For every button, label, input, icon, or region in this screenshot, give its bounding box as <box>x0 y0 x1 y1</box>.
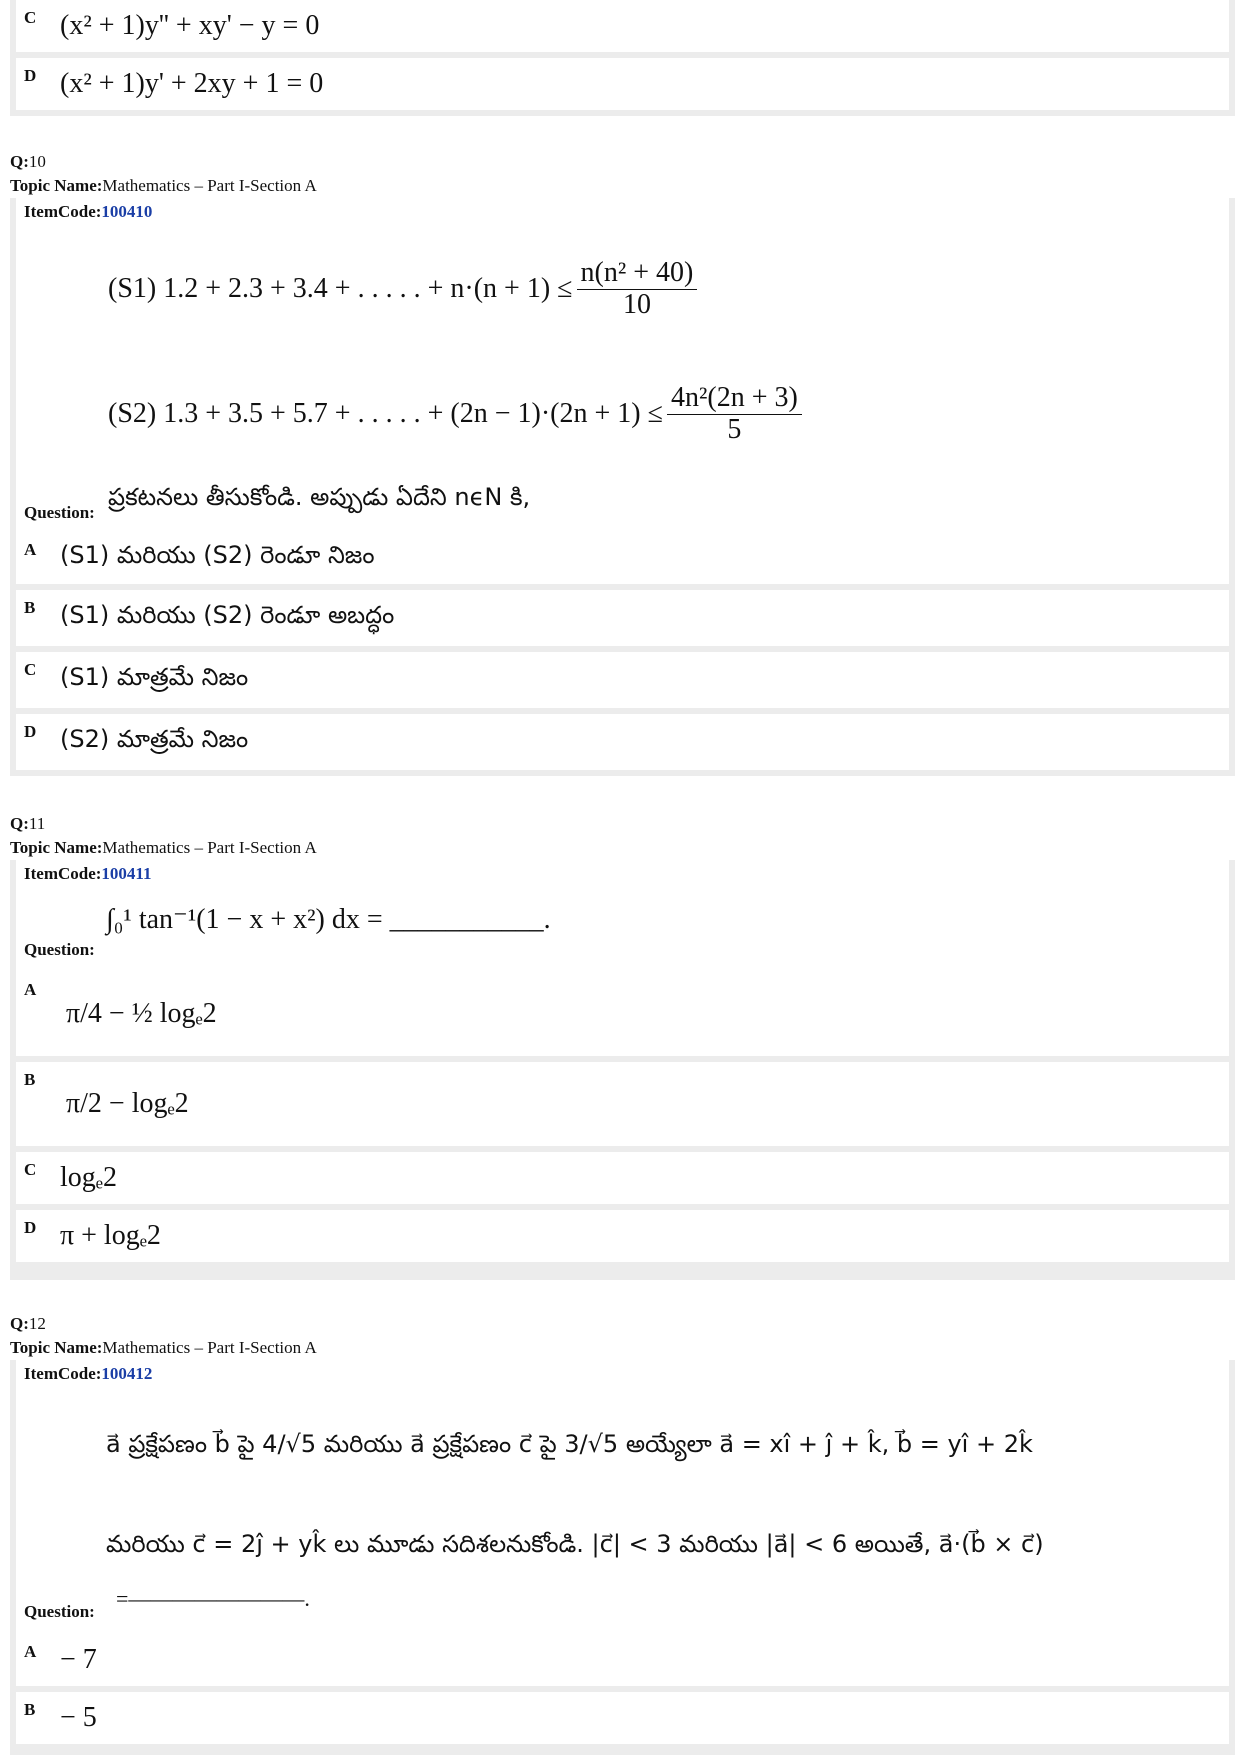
option-text: (S2) మాత్రమే నిజం <box>60 725 249 753</box>
topic-line: Topic Name:Mathematics – Part I-Section A <box>10 1338 317 1357</box>
option-row[interactable] <box>16 1210 1229 1268</box>
question-tail: =————————. <box>116 1586 310 1611</box>
statement-s2: (S2) 1.3 + 3.5 + 5.7 + . . . . . + (2n − 1)·(2n + 1) ≤ $\frac{\text{4n²(2n + 3)}}{5}$ <box>108 383 806 446</box>
option-letter: A <box>24 1642 37 1661</box>
option-text: (x² + 1)y'' + xy' − y = 0 <box>60 10 320 41</box>
question-block-10 <box>10 150 1235 776</box>
option-row[interactable] <box>16 590 1229 652</box>
option-letter: D <box>24 722 37 741</box>
item-code: ItemCode:100412 <box>24 1364 153 1383</box>
option-letter: B <box>24 1070 36 1089</box>
option-text: π + logₑ2 <box>60 1220 161 1251</box>
question-block-12 <box>10 1312 1235 1755</box>
option-row[interactable] <box>16 714 1229 776</box>
question-box <box>10 860 1235 1280</box>
topic-line: Topic Name:Mathematics – Part I-Section A <box>10 176 317 195</box>
question-label: Question: <box>24 940 95 959</box>
item-code: ItemCode:100411 <box>24 864 152 883</box>
option-text: π/2 − logₑ2 <box>66 1088 189 1119</box>
option-text: logₑ2 <box>60 1162 117 1193</box>
question-body <box>16 860 1229 972</box>
question-number: Q:12 <box>10 1314 46 1333</box>
question-text: ప్రకటనలు తీసుకోండి. అప్పుడు ఏదేని nϵN కి, <box>108 483 531 511</box>
question-label: Question: <box>24 1602 95 1621</box>
option-row[interactable] <box>16 1692 1229 1750</box>
question-box <box>10 198 1235 776</box>
option-row[interactable] <box>16 532 1229 590</box>
question-block-11 <box>10 812 1235 1280</box>
option-text: (S1) మరియు (S2) రెండూ నిజం <box>60 541 375 569</box>
option-row[interactable] <box>16 652 1229 714</box>
question-number: Q:11 <box>10 814 46 833</box>
option-letter: C <box>24 8 37 27</box>
option-row[interactable] <box>16 0 1229 58</box>
option-letter: D <box>24 1218 37 1237</box>
option-text: (S1) మరియు (S2) రెండూ అబద్ధం <box>60 601 395 629</box>
question-box <box>10 1360 1235 1755</box>
option-row[interactable] <box>16 58 1229 116</box>
question-body <box>16 1360 1229 1634</box>
statement-s1: (S1) 1.2 + 2.3 + 3.4 + . . . . . + n·(n + 1) ≤ $\frac{\text{n(n² + 40)}}{10}$ <box>108 258 701 321</box>
question-line-2: మరియు c⃗ = 2ĵ + yk̂ లు మూడు సదిశలనుకోండి. |c⃗| < 3 మరియు |a⃗| < 6 అయితే, a⃗·(b⃗ × c⃗) <box>106 1530 1044 1558</box>
option-letter: A <box>24 540 37 559</box>
option-row[interactable] <box>16 1062 1229 1152</box>
option-letter: C <box>24 660 37 679</box>
option-text: − 5 <box>60 1702 97 1733</box>
option-row[interactable] <box>16 1152 1229 1210</box>
option-row[interactable] <box>16 972 1229 1062</box>
option-text: π/4 − ½ logₑ2 <box>66 998 217 1029</box>
question-number: Q:10 <box>10 152 46 171</box>
option-letter: B <box>24 1700 36 1719</box>
question-line-1: a⃗ ప్రక్షేపణం b⃗ పై 4/√5 మరియు a⃗ ప్రక్షేపణం c⃗ పై 3/√5 అయ్యేలా a⃗ = xî + ĵ + k̂, b⃗ = yî + 2k̂ <box>106 1430 1033 1458</box>
question-body <box>16 198 1229 532</box>
question-integral: ∫₀¹ tan⁻¹(1 − x + x²) dx = ___________. <box>106 904 551 935</box>
option-letter: D <box>24 66 37 85</box>
option-text: (x² + 1)y' + 2xy + 1 = 0 <box>60 68 324 99</box>
option-row[interactable] <box>16 1634 1229 1692</box>
option-text: (S1) మాత్రమే నిజం <box>60 663 249 691</box>
item-code: ItemCode:100410 <box>24 202 153 221</box>
option-letter: C <box>24 1160 37 1179</box>
option-letter: A <box>24 980 37 999</box>
prev-options <box>10 0 1235 116</box>
question-label: Question: <box>24 503 95 522</box>
option-text: − 7 <box>60 1644 97 1675</box>
option-letter: B <box>24 598 36 617</box>
topic-line: Topic Name:Mathematics – Part I-Section A <box>10 838 317 857</box>
